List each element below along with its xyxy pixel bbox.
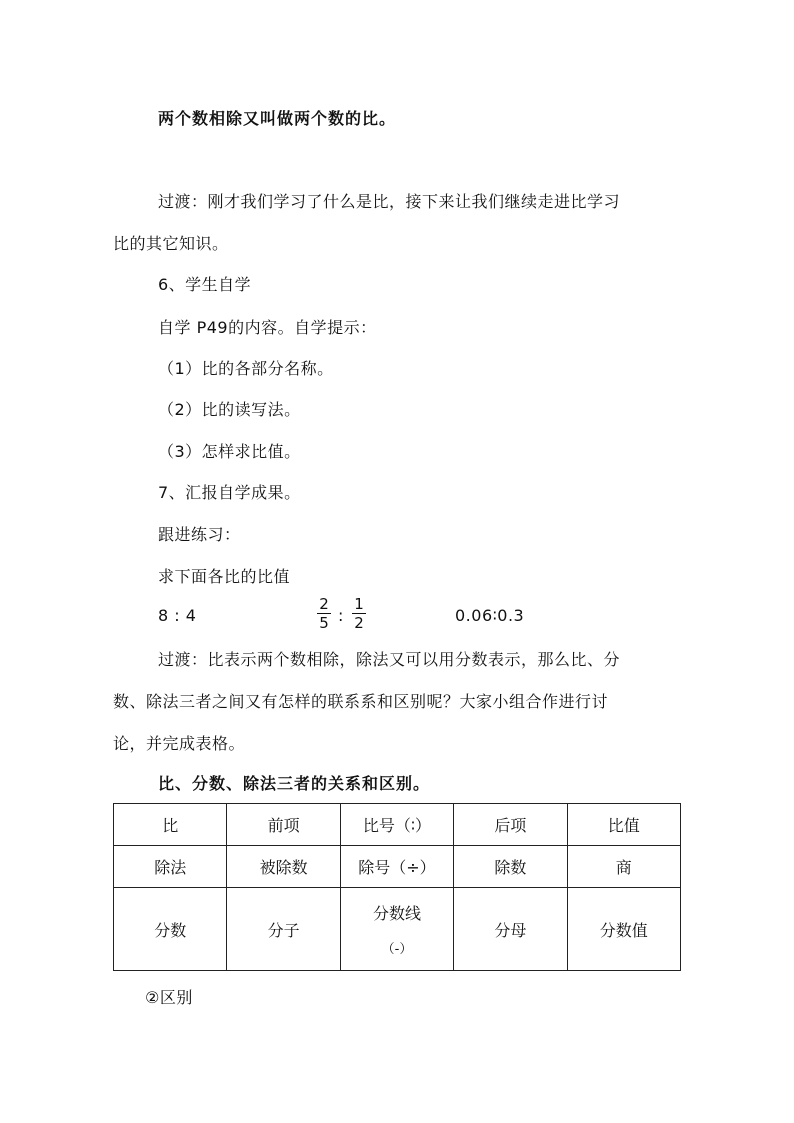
paragraph-practice: 跟进练习： (158, 525, 241, 544)
fraction-line-symbol: （-） (381, 942, 413, 957)
table-cell: 分母 (454, 888, 567, 971)
table-cell: 除法 (114, 846, 227, 888)
table-cell (340, 888, 453, 971)
table-row-ratio (114, 804, 681, 846)
table-title: 比、分数、除法三者的关系和区别。 (158, 774, 431, 793)
table-cell: 分数 (114, 888, 227, 971)
table-cell: 被除数 (227, 846, 340, 888)
heading-self-study: 6、学生自学 (158, 275, 252, 294)
paragraph-transition-1a: 过渡：刚才我们学习了什么是比，接下来让我们继续走进比学习 (158, 192, 621, 211)
table-cell: 比号（∶） (340, 804, 453, 846)
fraction-2-denominator: 2 (354, 614, 364, 632)
table-cell: 除数 (454, 846, 567, 888)
list-item-2: （2）比的读写法。 (158, 400, 301, 419)
paragraph-transition-2b: 数、除法三者之间又有怎样的联系系和区别呢？大家小组合作进行讨 (113, 692, 609, 711)
exercise-fraction-2 (352, 596, 366, 631)
table-cell: 除号（÷） (340, 846, 453, 888)
table-row-division (114, 846, 681, 888)
exercise-ratio-3: 0.06∶0.3 (455, 606, 525, 625)
relationship-table (113, 803, 681, 971)
paragraph-ratio-task: 求下面各比的比值 (158, 567, 291, 586)
table-cell: 商 (567, 846, 680, 888)
heading-report: 7、汇报自学成果。 (158, 483, 301, 502)
fraction-line-label: 分数线 (372, 904, 421, 923)
table-cell: 前项 (227, 804, 340, 846)
paragraph-self-study-hint: 自学 P49的内容。自学提示： (158, 318, 377, 337)
table-cell: 后项 (454, 804, 567, 846)
fraction-1-numerator: 2 (319, 595, 329, 613)
table-cell: 分数值 (567, 888, 680, 971)
exercise-ratio-1: 8 : 4 (158, 606, 197, 625)
table-cell: 分子 (227, 888, 340, 971)
fraction-2-numerator: 1 (354, 595, 364, 613)
paragraph-difference: ②区别 (145, 988, 193, 1007)
table-cell: 比 (114, 804, 227, 846)
paragraph-transition-1b: 比的其它知识。 (113, 234, 229, 253)
paragraph-definition: 两个数相除又叫做两个数的比。 (158, 109, 397, 128)
paragraph-transition-2a: 过渡：比表示两个数相除，除法又可以用分数表示，那么比、分 (158, 650, 621, 669)
exercise-fraction-1 (317, 596, 331, 631)
exercise-ratio-colon: : (338, 606, 344, 625)
list-item-1: （1）比的各部分名称。 (158, 359, 334, 378)
table-cell: 比值 (567, 804, 680, 846)
paragraph-transition-2c: 论，并完成表格。 (113, 734, 246, 753)
fraction-1-denominator: 5 (319, 614, 329, 632)
table-row-fraction (114, 888, 681, 971)
list-item-3: （3）怎样求比值。 (158, 442, 301, 461)
